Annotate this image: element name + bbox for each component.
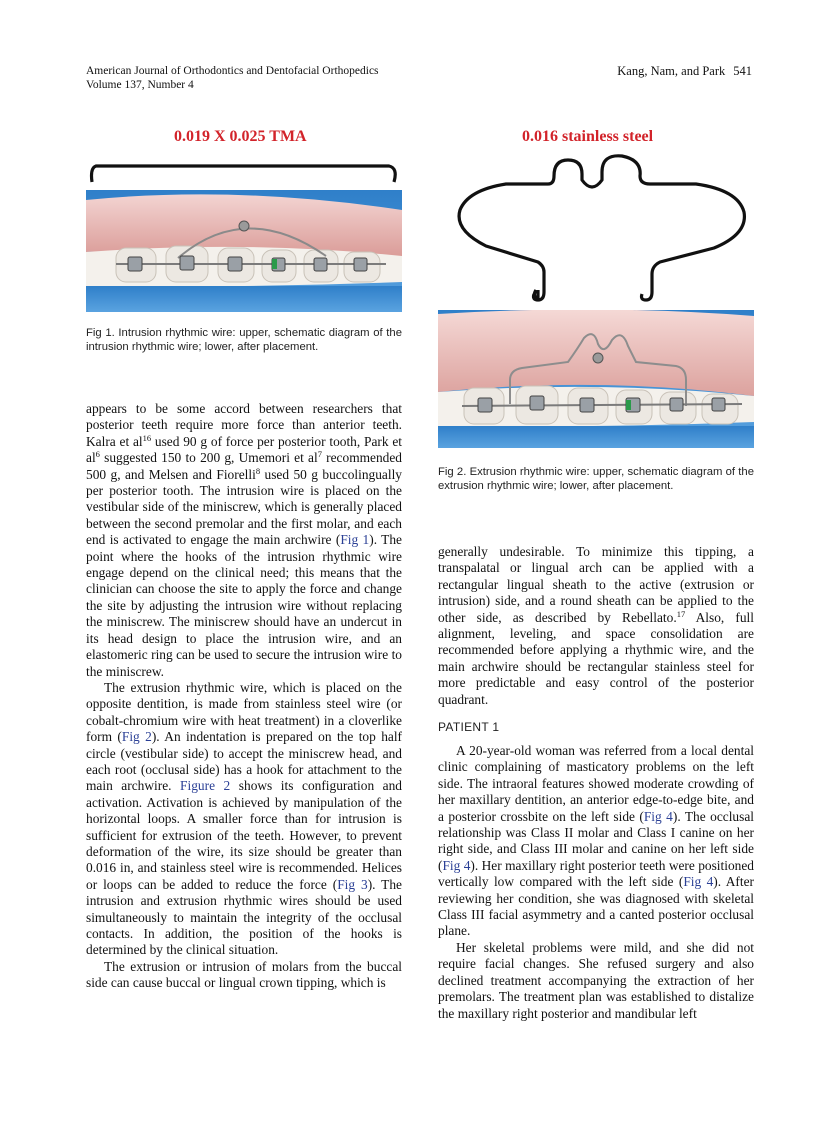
text-run: ). The occlusal relationship was Class II molar and Class I canine on her right side, and Class III molar and canine on her left side ( [438,808,754,873]
text-run: suggested 150 to 200 g, Umemori et al [99,450,318,466]
fig2-wire-label: 0.016 stainless steel [522,128,654,145]
left-column [86,401,402,992]
citation-17[interactable]: 17 [676,608,686,619]
fig4-link[interactable]: Fig 4 [643,808,673,824]
fig1-wire-schematic [86,148,402,188]
text-run: ). After reviewing her condition, she was diagnosed with skeletal Class III facial asymmetry and a canted posterior occlusal plane. [438,874,755,939]
journal-header [86,64,379,92]
citation-7[interactable]: 7 [317,449,322,460]
fig1-link[interactable]: Fig 1 [340,532,370,548]
fig1-wire-label: 0.019 X 0.025 TMA [174,128,307,145]
text-run: ). Her maxillary right posterior teeth were positioned vertically low compared with the left side ( [438,857,755,890]
fig2-caption: Fig 2. Extrusion rhythmic wire: upper, schematic diagram of the extrusion rhythmic wire; lower, after placement. [438,466,754,493]
left-paragraph-2 [86,680,402,959]
fig2-wire-schematic [446,150,762,302]
text-run: ). The point where the hooks of the intrusion rhythmic wire engage depend on the clinical need; this means that the clinician can choose the site to apply the force and change the site by adjusting the intrusion wire without replacing the miniscrew. The miniscrew should have an undercut in its head design to place the intrusion wire, and an elastomeric ring can be used to secure the intrusion wire to the miniscrew. [86,532,403,679]
fig3-link[interactable]: Fig 3 [337,876,368,892]
right-paragraph-3: Her skeletal problems were mild, and she did not require facial changes. She refused surgery and also declined treatment accompanying the extraction of her premolars. The treatment plan was established to distalize the maxillary right posterior and mandibular left [438,939,754,1021]
citation-6[interactable]: 6 [95,449,100,460]
page-number: 541 [733,64,752,78]
fig2-link[interactable]: Fig 2 [121,729,152,745]
text-run: recommended 500 g, and Melsen and Fiorelli [86,450,402,482]
right-column-bottom [438,743,754,1022]
fig4-link[interactable]: Fig 4 [683,874,714,890]
text-run: appears to be some accord between researchers that posterior teeth require more force than anterior teeth. Kalra et al [86,401,402,449]
journal-volume: Volume 137, Number 4 [86,79,194,91]
fig1-photo-drawing [86,190,402,312]
text-run: shows its configuration and activation. Activation is achieved by manipulation of the horizontal loops. A smaller force than for intrusion is sufficient for extrusion of the teeth. However, to prevent deformation of the wire, its size should be greater than 0.016 in, and stainless steel wire is recommended. Helices or loops can be added to reduce the force ( [86,778,403,892]
fig2-photo-drawing [438,310,754,448]
left-paragraph-1 [86,401,402,680]
fig2-intraoral-photo [438,310,754,448]
right-column-top [438,544,754,708]
fig1-intraoral-photo [86,190,402,312]
text-run: ). An indentation is prepared on the top half circle (vestibular side) to accept the miniscrew head, and each root (occlusal side) has a hook for attachment to the main archwire. [86,729,403,794]
text-run: Also, full alignment, leveling, and space consolidation are recommended before applying a rhythmic wire, and the main archwire should be rectangular stainless steel for more predictable and easy control of the posterior quadrant. [438,609,755,707]
section-heading-patient-1: PATIENT 1 [438,720,500,734]
left-paragraph-3: The extrusion or intrusion of molars from the buccal side can cause buccal or lingual crown tipping, which is [86,958,402,991]
citation-8[interactable]: 8 [255,465,261,476]
text-run: ). The intrusion and extrusion rhythmic wires should be used simultaneously to maintain the integrity of the occlusal contacts. In addition, the position of the hooks is determined by the clinical situation. [86,876,403,958]
text-run: used 90 g of force per posterior tooth, Park et al [86,433,402,466]
text-run: used 50 g buccolingually per posterior tooth. The intrusion wire is placed on the vestibular side of the miniscrew, which is generally placed between the second premolar and the first molar, and each end is activated to engage the main archwire ( [86,466,402,548]
authors: Kang, Nam, and Park [617,64,726,78]
journal-name: American Journal of Orthodontics and Dentofacial Orthopedics [86,65,379,77]
fig4-link[interactable]: Fig 4 [442,857,471,873]
text-run: A 20-year-old woman was referred from a local dental clinic complaining of masticatory problems on the left side. The intraoral features showed moderate crowding of her maxillary dentition, an anterior edge-to-edge bite, and a posterior crossbite on the left side ( [438,743,754,824]
figure2-link[interactable]: Figure 2 [180,778,231,794]
right-paragraph-2 [438,743,754,940]
text-run: generally undesirable. To minimize this tipping, a transpalatal or lingual arch can be applied with a rectangular lingual sheath to the active (extrusion or intrusion) side, and a round sheath can be applied to the other side, as described by Rebellato. [438,544,754,625]
right-paragraph-1 [438,544,754,708]
fig1-caption: Fig 1. Intrusion rhythmic wire: upper, schematic diagram of the intrusion rhythmic wire; lower, after placement. [86,327,402,354]
citation-16[interactable]: 16 [142,432,152,443]
text-run: The extrusion rhythmic wire, which is placed on the opposite dentition, is made from stainless steel wire (or cobalt-chromium wire with heat treatment) in a cloverlike form ( [86,679,402,745]
page-header-right [617,64,752,78]
